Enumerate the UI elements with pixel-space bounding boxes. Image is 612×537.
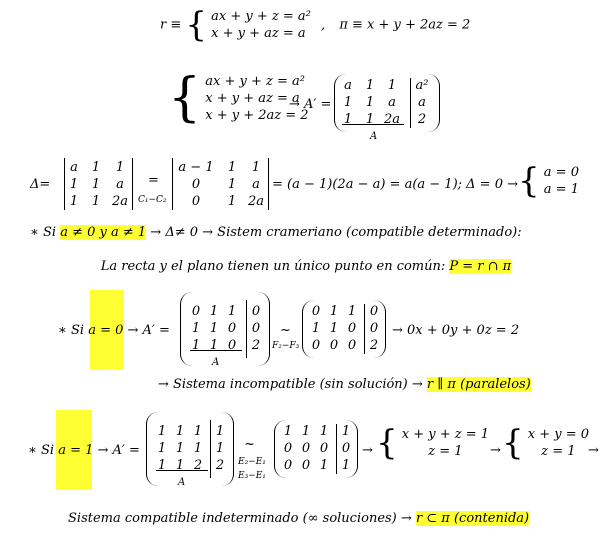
system-A: { x + y + z = 1 z = 1 <box>376 423 490 463</box>
det-1 <box>64 158 134 212</box>
cell: 1 <box>329 304 339 319</box>
cell: 1 <box>209 338 219 353</box>
cell: 1 <box>343 95 353 110</box>
op-sub: F₂−F₃ <box>272 341 300 351</box>
cell: 1 <box>69 194 79 209</box>
sol-1: a = 0 <box>543 165 579 180</box>
arrow-1: → <box>362 443 373 458</box>
arrow-A: → A′ = <box>127 323 170 338</box>
system-B: { x + y = 0 z = 1 <box>502 423 590 463</box>
solutions: { a = 0 a = 1 <box>518 161 579 201</box>
line-5 <box>0 258 612 275</box>
cell: 0 <box>311 338 321 353</box>
bullet: ∗ Si <box>30 225 57 240</box>
cell: 2 <box>251 338 261 353</box>
line-4 <box>30 224 522 241</box>
cell: 2 <box>369 338 379 353</box>
matrix-6a <box>180 292 272 372</box>
cell: 1 <box>209 321 219 336</box>
cell: 1 <box>91 160 101 175</box>
cell: 1 <box>115 160 125 175</box>
cell: 1 <box>193 424 203 439</box>
arrow-2: → <box>490 443 501 458</box>
cell: 1 <box>365 95 375 110</box>
comma: , <box>321 17 326 33</box>
r-eq-1: ax + y + z = a² <box>211 9 311 24</box>
cell: 1 <box>311 321 321 336</box>
cell: 0 <box>369 321 379 336</box>
r-prefix: r ≡ <box>160 17 182 33</box>
cell: 1 <box>215 424 225 439</box>
cell: 0 <box>311 304 321 319</box>
delta-label: Δ= <box>30 177 51 192</box>
cell: a − 1 <box>178 160 214 175</box>
det-2 <box>172 158 270 212</box>
sysB-1: x + y = 0 <box>527 427 590 442</box>
cell: 1 <box>215 441 225 456</box>
cell: 1 <box>343 112 353 127</box>
sysA-1: x + y + z = 1 <box>401 427 490 442</box>
cell: 0 <box>251 304 261 319</box>
cell: a <box>388 95 396 110</box>
line-7 <box>158 376 531 393</box>
line5-highlight: P = r ∩ π <box>449 259 512 274</box>
cell: 2 <box>417 112 427 127</box>
left-brace: { <box>168 68 202 128</box>
sysA-2: z = 1 <box>428 444 463 459</box>
matrix-6b <box>302 300 388 360</box>
cell: 1 <box>227 177 237 192</box>
cell: 2a <box>248 194 265 209</box>
bullet: ∗ Si <box>58 323 85 338</box>
cell: 1 <box>283 424 293 439</box>
sol-2: a = 1 <box>543 182 579 197</box>
cell: 0 <box>369 304 379 319</box>
cell: 1 <box>91 194 101 209</box>
cell: 0 <box>319 441 329 456</box>
cell: 1 <box>193 441 203 456</box>
bullet: ∗ Si <box>28 443 55 458</box>
cell: 1 <box>227 304 237 319</box>
cell: 1 <box>175 424 185 439</box>
r-eq-2: x + y + az = a <box>211 26 306 41</box>
A-label: A <box>178 477 186 488</box>
cell: 1 <box>191 338 201 353</box>
cond-highlight: a ≠ 0 y a ≠ 1 <box>60 225 147 240</box>
cell: 2a <box>112 194 129 209</box>
cell: 1 <box>365 78 375 93</box>
cell: 0 <box>301 441 311 456</box>
line4-rest: → Δ≠ 0 → Sistem crameriano (compatible determinado): <box>150 225 522 240</box>
cell: 1 <box>341 424 351 439</box>
matrix-8a <box>146 412 236 492</box>
op-tilde: ~ <box>244 437 255 452</box>
cell: 0 <box>227 338 237 353</box>
cell: 1 <box>251 160 261 175</box>
cell: 2a <box>384 112 401 127</box>
cell: 2 <box>215 458 225 473</box>
cell: 1 <box>157 441 167 456</box>
cell: 0 <box>191 177 201 192</box>
line-6-start <box>58 322 170 339</box>
cell: 1 <box>209 304 219 319</box>
cell: 2 <box>193 458 203 473</box>
pi-equation: π ≡ x + y + 2az = 2 <box>339 17 471 33</box>
cell: 1 <box>227 160 237 175</box>
cond: a = 1 <box>58 443 94 458</box>
line7-text: → Sistema incompatible (sin solución) → <box>158 377 423 392</box>
cell: 0 <box>283 441 293 456</box>
cell: 1 <box>69 177 79 192</box>
cell: a² <box>415 78 429 93</box>
line-2 <box>168 68 309 128</box>
cell: 0 <box>301 458 311 473</box>
A-label: A <box>370 131 378 142</box>
arrow-A: → A′ = <box>97 443 140 458</box>
cell: 0 <box>347 338 357 353</box>
cell: 0 <box>341 441 351 456</box>
cell: a <box>70 160 78 175</box>
cell: 1 <box>319 458 329 473</box>
line9-highlight: r ⊂ π (contenida) <box>415 511 530 526</box>
cell: a <box>252 177 260 192</box>
cell: 1 <box>191 321 201 336</box>
arrow-3: → <box>588 443 599 458</box>
cell: 1 <box>175 441 185 456</box>
cond: a = 0 <box>88 323 124 338</box>
cell: 0 <box>347 321 357 336</box>
matrix-A2 <box>334 74 442 142</box>
cell: 1 <box>227 194 237 209</box>
line-1 <box>160 5 471 45</box>
line-9 <box>68 510 529 527</box>
cell: 1 <box>91 177 101 192</box>
cell: a <box>344 78 352 93</box>
sysB-2: z = 1 <box>541 444 576 459</box>
op-eq: = <box>148 173 159 188</box>
cell: 0 <box>191 194 201 209</box>
cell: 1 <box>175 458 185 473</box>
cell: 0 <box>283 458 293 473</box>
cell: 1 <box>347 304 357 319</box>
cell: 0 <box>251 321 261 336</box>
cell: 0 <box>191 304 201 319</box>
cell: 1 <box>157 424 167 439</box>
cell: 1 <box>341 458 351 473</box>
r-system <box>211 8 311 42</box>
cell: 1 <box>301 424 311 439</box>
op-tilde: ~ <box>280 323 291 338</box>
left-brace: { <box>185 5 208 45</box>
matrix-8b <box>274 420 360 480</box>
cell: 0 <box>329 338 339 353</box>
cell: 1 <box>319 424 329 439</box>
cell: 0 <box>227 321 237 336</box>
line7-highlight: r ∥ π (paralelos) <box>426 377 531 392</box>
cell: 1 <box>365 112 375 127</box>
op-sub-2: E₃−E₁ <box>238 471 266 481</box>
cell: a <box>418 95 426 110</box>
line5-text: La recta y el plano tienen un único punto en común: <box>100 259 446 274</box>
line-8-start <box>28 442 140 459</box>
cell: a <box>116 177 124 192</box>
det-result: = (a − 1)(2a − a) = a(a − 1); Δ = 0 → <box>272 177 519 192</box>
A-label: A <box>212 357 220 368</box>
sys-eq-3: x + y + 2az = 2 <box>205 107 309 123</box>
op-sub: C₁−C₂ <box>138 195 167 205</box>
sys-eq-2: x + y + az = a <box>205 90 300 106</box>
line9-text: Sistema compatible indeterminado (∞ soluciones) → <box>68 511 412 526</box>
cell: 1 <box>387 78 397 93</box>
cell: 1 <box>329 321 339 336</box>
line6-rest: → 0x + 0y + 0z = 2 <box>392 323 520 338</box>
arrow-A-2: → A′ = <box>289 97 332 112</box>
op-sub-1: E₂−E₁ <box>238 457 266 467</box>
cell: 1 <box>157 458 167 473</box>
sys-eq-1: ax + y + z = a² <box>205 73 305 89</box>
